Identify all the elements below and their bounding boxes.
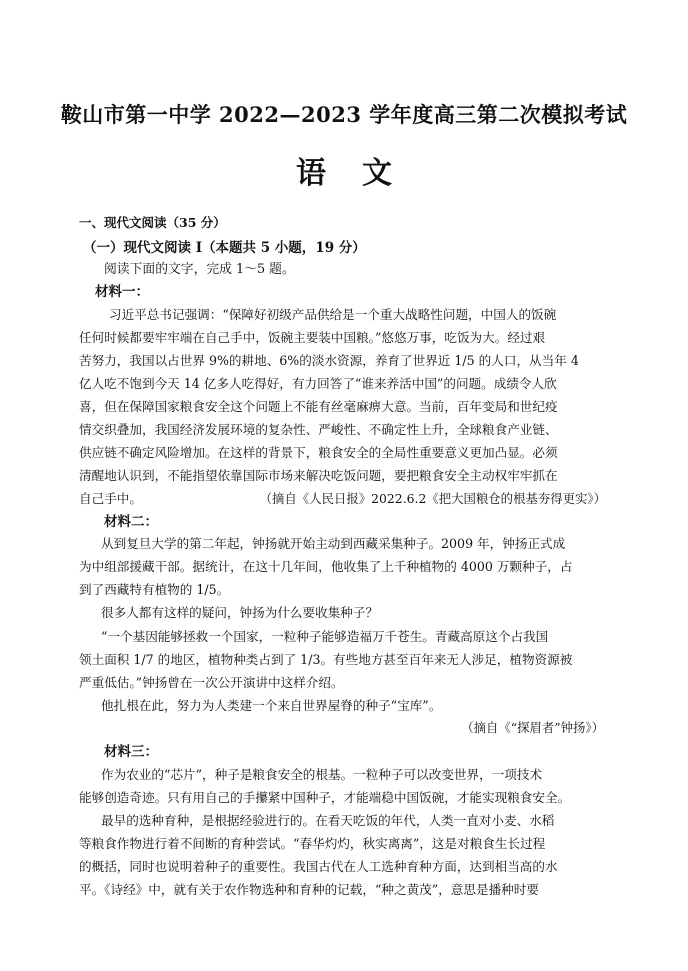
material1-line: 清醒地认识到，不能指望依靠国际市场来解决吃饭问题，要把粮食安全主动权牢牢抓在 [79, 468, 558, 483]
material2-line: 为中组部援藏干部。据统计，在这十几年间，他收集了上千种植物的 4000 万颗种子，占 [79, 559, 573, 574]
material2-line: 严重低估。”钟扬曾在一次公开演讲中这样介绍。 [79, 675, 344, 690]
material2-line: 他扎根在此，努力为人类建一个来自世界屋脊的种子“宝库”。 [101, 698, 442, 713]
material3-line: 的概括，同时也说明着种子的重要性。我国古代在人工选种育种方面，达到相当高的水 [79, 859, 558, 874]
instruction-text: 阅读下面的文字，完成 1～5 题。 [104, 262, 295, 277]
material3-line: 作为农业的“芯片”，种子是粮食安全的根基。一粒种子可以改变世界，一项技术 [101, 767, 543, 782]
subject-title: 语文 [296, 156, 428, 191]
material3-line: 等粮食作物进行着不间断的育种尝试。“春华灼灼，秋实离离”，这是对粮食生长过程 [79, 836, 546, 851]
material2-line: 领土面积 1/7 的地区，植物种类占到了 1/3。有些地方甚至百年来无人涉足，植物资源被 [79, 652, 573, 667]
material1-line: 苦努力，我国以占世界 9%的耕地、6%的淡水资源，养育了世界近 1/5 的人口，从当年 4 [79, 353, 579, 368]
exam-title: 鞍山市第一中学 2022—2023 学年度高三第二次模拟考试 [60, 102, 628, 127]
material1-heading: 材料一： [95, 284, 149, 300]
material2-source: （摘自《“探眉者”钟扬》） [461, 720, 604, 735]
subsection-heading: （一）现代文阅读 I（本题共 5 小题，19 分） [83, 240, 366, 256]
material3-line: 平。《诗经》中，就有关于农作物选种和育种的记载，“种之黄茂”，意思是播种时要 [79, 882, 539, 897]
material2-line: 很多人都有这样的疑问，钟扬为什么要收集种子？ [101, 605, 379, 620]
material1-line: 情交织叠加，我国经济发展环境的复杂性、严峻性、不确定性上升，全球粮食产业链、 [79, 422, 558, 437]
material2-heading: 材料二： [104, 514, 158, 530]
material1-source: （摘自《人民日报》2022.6.2《把大国粮仓的根基夯得更实》） [259, 491, 606, 506]
material1-line: 自己手中。 [79, 491, 142, 506]
material3-heading: 材料三： [104, 744, 158, 760]
material1-line: 亿人吃不饱到今天 14 亿多人吃得好，有力回答了“谁来养活中国”的问题。成绩令人欣 [79, 376, 557, 391]
material1-line: 习近平总书记强调：“保障好初级产品供给是一个重大战略性问题，中国人的饭碗 [109, 307, 557, 322]
material1-line: 供应链不确定风险增加。在这样的背景下，粮食安全的全局性重要意义更加凸显。必须 [79, 445, 558, 460]
material3-line: 最早的选种育种，是根据经验进行的。在看天吃饭的年代，人类一直对小麦、水稻 [101, 813, 555, 828]
material1-line: 任何时候都要牢牢端在自己手中，饭碗主要装中国粮。”悠悠万事，吃饭为大。经过艰 [79, 330, 546, 345]
material3-line: 能够创造奇迹。只有用自己的手攥紧中国种子，才能端稳中国饭碗，才能实现粮食安全。 [79, 790, 571, 805]
material2-line: 到了西藏特有植物的 1/5。 [79, 582, 230, 597]
material2-line: “一个基因能够拯救一个国家，一粒种子能够造福万千苍生。青藏高原这个占我国 [101, 629, 549, 644]
material1-line: 喜，但在保障国家粮食安全这个问题上不能有丝毫麻痹大意。当前，百年变局和世纪疫 [79, 399, 558, 414]
material2-line: 从到复旦大学的第二年起，钟扬就开始主动到西藏采集种子。2009 年，钟扬正式成 [101, 536, 566, 551]
section-heading: 一、现代文阅读（35 分） [79, 215, 226, 230]
